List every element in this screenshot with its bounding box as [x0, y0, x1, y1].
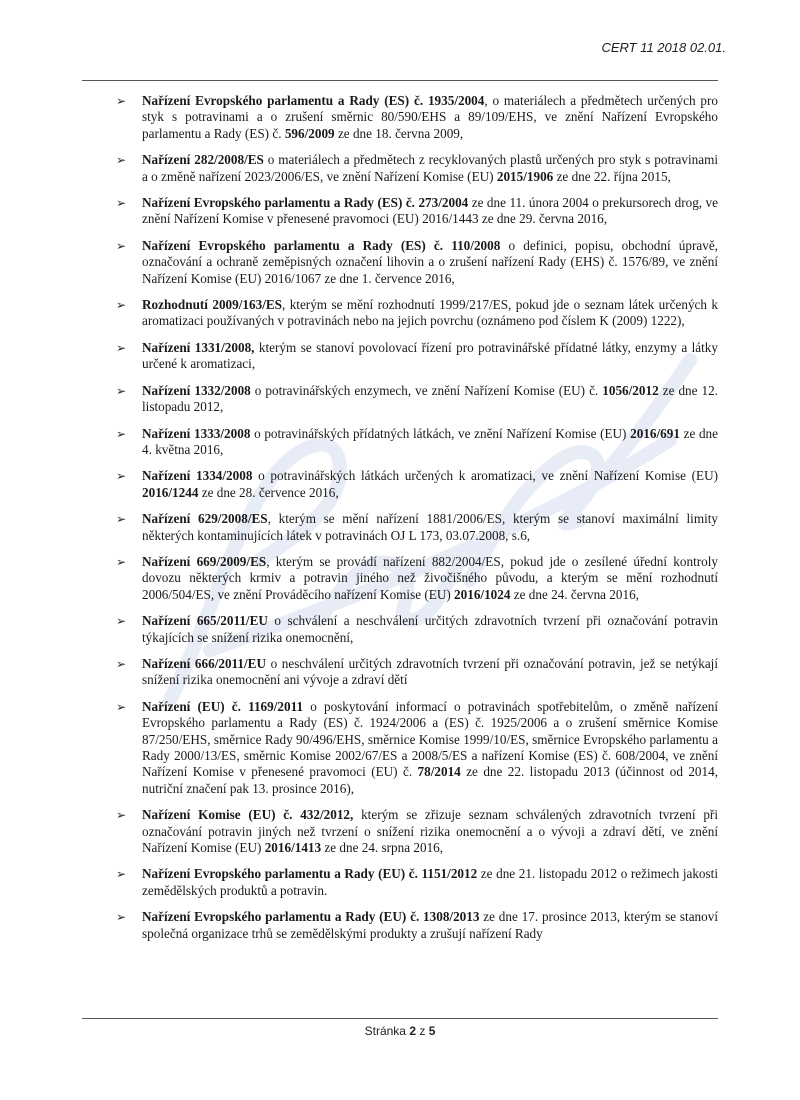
- regulation-reference: Nařízení Evropského parlamentu a Rady (ES) č. 273/2004: [142, 195, 469, 211]
- regulation-reference: Nařízení Evropského parlamentu a Rady (ES) č. 1935/2004: [142, 93, 485, 108]
- regulation-text: ze dne 18. června 2009,: [334, 125, 464, 141]
- regulation-text: ze dne 24. června 2016,: [510, 586, 639, 602]
- regulation-item: [112, 297, 718, 330]
- regulation-text: ze dne 28. července 2016,: [198, 484, 339, 500]
- regulation-reference: Nařízení (EU) č. 1169/2011: [142, 698, 304, 714]
- arrowhead-bullet-icon: ➢: [116, 426, 127, 441]
- arrowhead-bullet-icon: ➢: [116, 512, 127, 527]
- regulation-list: [112, 93, 718, 952]
- regulation-text: , kterým se mění nařízení 1881/2006/ES, kterým se stanoví maximální limity některých kontaminujících látek v potravinách OJ L 173, 03.07.2008, s.6,: [142, 511, 718, 543]
- regulation-reference: Nařízení 1332/2008: [142, 382, 251, 398]
- regulation-text: kterým se stanoví povolovací řízení pro potravinářské přídatné látky, enzymy a látky určené k aromatizaci,: [142, 339, 718, 372]
- arrowhead-bullet-icon: ➢: [116, 340, 127, 355]
- regulation-reference: Nařízení Komise (EU) č. 432/2012,: [142, 807, 354, 823]
- regulation-text: kterým se zřizuje seznam schválených zdravotních tvrzení při označování potravin jiných než tvrzení o snížení rizika onemocnění a o vývoji a zdraví dětí, ve znění Nařízení Komise (EU): [142, 807, 718, 856]
- arrowhead-bullet-icon: ➢: [116, 808, 127, 823]
- page-separator: z: [419, 1024, 426, 1038]
- regulation-reference: Nařízení 1333/2008: [142, 425, 251, 441]
- page-label: Stránka: [364, 1024, 406, 1038]
- regulation-item: [112, 340, 718, 373]
- regulation-text: o potravinářských látkách určených k aromatizaci, ve znění Nařízení Komise (EU): [252, 468, 718, 484]
- regulation-reference: 2015/1906: [496, 168, 554, 184]
- regulation-text: ze dne 21. listopadu 2012 o režimech jakosti zemědělských produktů a potravin.: [142, 866, 718, 898]
- regulation-reference: Nařízení 629/2008/ES: [142, 511, 268, 527]
- regulation-text: o poskytování informací o potravinách spotřebitelům, o změně nařízení Evropského parlamentu a Rady (ES) č. 1924/2006 a (ES) č. 1925/2006 a o zrušení směrnice Komise 87/250/EHS, směrnice Rady 90/496/EHS, směrnice Komise 1999/10/ES, směrnice Evropského parlamentu a Rady 2000/13/ES, směrnic Komise 2002/67/ES a 2008/5/ES a nařízení Komise (ES) č. 608/2004, ve znění Nařízení Komise v přenesené pravomoci (EU) č.: [142, 698, 718, 780]
- regulation-reference: 596/2009: [284, 125, 335, 141]
- regulation-text: o schválení a neschválení určitých zdravotních tvrzení při označování potravin týkajících se snížení rizika onemocnění,: [142, 613, 718, 645]
- header-divider: [82, 80, 718, 81]
- regulation-reference: Nařízení 1334/2008: [142, 468, 253, 484]
- regulation-item: [112, 699, 718, 797]
- regulation-item: [112, 152, 718, 185]
- regulation-item: [112, 554, 718, 603]
- regulation-text: o materiálech a předmětech z recyklovaných plastů určených pro styk s potravinami a o změně nařízení 2023/2006/ES, ve znění Nařízení Komise (EU): [142, 152, 718, 184]
- regulation-reference: Nařízení Evropského parlamentu a Rady (ES) č. 110/2008: [142, 237, 501, 253]
- regulation-item: [112, 656, 718, 689]
- regulation-reference: 2016/1413: [264, 840, 322, 856]
- arrowhead-bullet-icon: ➢: [116, 867, 127, 882]
- regulation-text: ze dne 11. února 2004 o prekursorech drog, ve znění Nařízení Komise v přenesené pravomoci (EU) 2016/1443 ze dne 29. června 2016,: [142, 195, 718, 227]
- regulation-text: o definici, popisu, obchodní úpravě, označování a ochraně zeměpisných označení lihovin a o zrušení nařízení Rady (EHS) č. 1576/89, ve znění Nařízení Komise (EU) 2016/1067 ze dne 1. července 2016,: [142, 237, 718, 286]
- regulation-reference: Nařízení 282/2008/ES: [142, 152, 264, 168]
- regulation-reference: Nařízení 1331/2008,: [142, 339, 255, 355]
- regulation-text: , o materiálech a předmětech určených pro styk s potravinami a o zrušení směrnic 80/590/EHS a 89/109/EHS, ve znění Nařízení Evropského parlamentu a Rady (ES) č.: [142, 93, 718, 141]
- regulation-text: o potravinářských přídatných látkách, ve znění Nařízení Komise (EU): [250, 425, 631, 441]
- regulation-text: ze dne 17. prosince 2013, kterým se stanoví společná organizace trhů se zemědělskými produkty a zrušují nařízení Rady: [142, 909, 718, 941]
- regulation-text: o potravinářských enzymech, ve znění Nařízení Komise (EU) č.: [250, 382, 603, 398]
- arrowhead-bullet-icon: ➢: [116, 910, 127, 925]
- regulation-reference: 1056/2012: [602, 382, 659, 398]
- current-page: 2: [409, 1024, 416, 1038]
- arrowhead-bullet-icon: ➢: [116, 469, 127, 484]
- footer-divider: [82, 1018, 718, 1019]
- total-pages: 5: [428, 1024, 436, 1038]
- arrowhead-bullet-icon: ➢: [116, 656, 127, 671]
- arrowhead-bullet-icon: ➢: [116, 699, 127, 714]
- arrowhead-bullet-icon: ➢: [116, 153, 127, 168]
- regulation-reference: Nařízení 669/2009/ES: [142, 553, 267, 569]
- regulation-item: [112, 511, 718, 544]
- arrowhead-bullet-icon: ➢: [116, 554, 127, 569]
- regulation-text: , kterým se mění rozhodnutí 1999/217/ES, pokud jde o seznam látek určených k aromatizaci používaných v potravinách nebo na jejich povrchu (oznámeno pod číslem K (2009) 1222),: [142, 297, 718, 329]
- arrowhead-bullet-icon: ➢: [116, 383, 127, 398]
- regulation-reference: Nařízení 665/2011/EU: [142, 613, 268, 629]
- regulation-item: [112, 613, 718, 646]
- regulation-reference: Nařízení Evropského parlamentu a Rady (EU) č. 1151/2012: [142, 866, 478, 882]
- arrowhead-bullet-icon: ➢: [116, 238, 127, 253]
- regulation-text: , kterým se provádí nařízení 882/2004/ES, pokud jde o zesílené úřední kontroly dovozu některých krmiv a potravin jiného než živočišného původu, a kterým se mění rozhodnutí 2006/504/ES, ve znění Prováděcího nařízení Komise (EU): [142, 553, 718, 602]
- regulation-reference: Nařízení 666/2011/EU: [142, 655, 266, 671]
- regulation-item: [112, 909, 718, 942]
- regulation-text: ze dne 12. listopadu 2012,: [142, 382, 718, 415]
- arrowhead-bullet-icon: ➢: [116, 614, 127, 629]
- regulation-reference: 2016/1024: [454, 586, 511, 602]
- regulation-item: [112, 468, 718, 501]
- arrowhead-bullet-icon: ➢: [116, 94, 127, 108]
- regulation-text: ze dne 22. října 2015,: [553, 168, 671, 184]
- regulation-item: [112, 93, 718, 142]
- regulation-text: ze dne 4. května 2016,: [142, 425, 718, 457]
- regulation-text: o neschválení určitých zdravotních tvrzení při označování potravin, jež se netýkají snížení rizika onemocnění ani vývoje a zdraví dětí: [142, 655, 719, 688]
- page-number: [0, 1024, 800, 1038]
- regulation-item: [112, 426, 718, 459]
- regulation-reference: Rozhodnutí 2009/163/ES: [142, 297, 282, 313]
- regulation-reference: 78/2014: [417, 764, 461, 780]
- arrowhead-bullet-icon: ➢: [116, 196, 127, 211]
- regulation-item: [112, 383, 718, 416]
- arrowhead-bullet-icon: ➢: [116, 298, 127, 313]
- regulation-reference: Nařízení Evropského parlamentu a Rady (EU) č. 1308/2013: [142, 909, 480, 925]
- regulation-text: ze dne 24. srpna 2016,: [321, 840, 444, 856]
- regulation-item: [112, 866, 718, 899]
- regulation-item: [112, 195, 718, 228]
- regulation-item: [112, 807, 718, 856]
- regulation-reference: 2016/1244: [142, 484, 199, 500]
- regulation-text: ze dne 22. listopadu 2013 (účinnost od 2014, nutriční značení pak 13. prosince 2016),: [142, 764, 718, 796]
- regulation-reference: 2016/691: [630, 425, 680, 441]
- document-reference: CERT 11 2018 02.01.: [601, 40, 726, 55]
- regulation-item: [112, 238, 718, 287]
